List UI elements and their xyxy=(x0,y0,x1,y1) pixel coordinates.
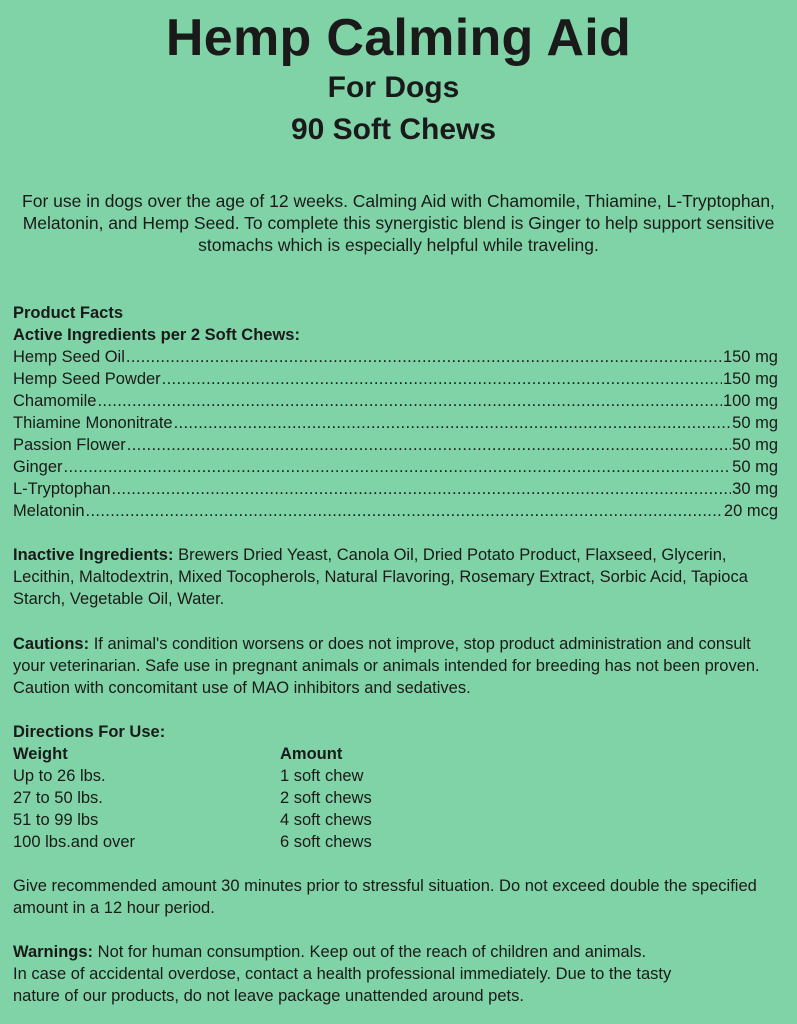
dosage-weight: 27 to 50 lbs. xyxy=(13,789,103,807)
leader-dots xyxy=(174,412,732,434)
leader-dots xyxy=(112,478,732,500)
ingredient-name: Melatonin xyxy=(13,502,85,520)
ingredient-name: L-Tryptophan xyxy=(13,480,111,498)
ingredient-row xyxy=(13,456,778,478)
inactive-ingredients-label: Inactive Ingredients: xyxy=(13,546,174,564)
ingredient-row xyxy=(13,500,778,522)
ingredient-amount: 150 mg xyxy=(722,348,778,366)
product-subtitle-species: For Dogs xyxy=(327,71,460,104)
directions-header-row xyxy=(13,743,783,765)
directions-heading: Directions For Use: xyxy=(13,723,166,741)
dosage-amount: 6 soft chews xyxy=(280,833,372,851)
ingredient-row xyxy=(13,346,778,368)
weight-column-header: Weight xyxy=(13,745,68,763)
cautions-text: If animal's condition worsens or does not improve, stop product administration and consult your veterinarian. Safe use in pregnant animals or animals intended for breeding has not been proven. Caution with concomitant use of MAO inhibitors and sedatives. xyxy=(13,635,760,697)
cautions-label: Cautions: xyxy=(13,635,90,653)
dosage-weight: Up to 26 lbs. xyxy=(13,767,106,785)
dosage-amount: 1 soft chew xyxy=(280,767,364,785)
product-facts-section xyxy=(13,302,778,522)
leader-dots xyxy=(64,456,732,478)
ingredient-row xyxy=(13,368,778,390)
ingredient-amount: 100 mg xyxy=(722,392,778,410)
ingredient-row xyxy=(13,412,778,434)
product-title: Hemp Calming Aid xyxy=(165,9,632,67)
ingredient-row xyxy=(13,478,778,500)
ingredient-row xyxy=(13,390,778,412)
leader-dots xyxy=(97,390,722,412)
warnings-text-line1: Not for human consumption. Keep out of the reach of children and animals. xyxy=(97,943,647,961)
ingredient-amount: 50 mg xyxy=(732,414,778,432)
ingredient-amount: 150 mg xyxy=(722,370,778,388)
dosage-weight: 51 to 99 lbs xyxy=(13,811,99,829)
inactive-ingredients-text: Brewers Dried Yeast, Canola Oil, Dried Potato Product, Flaxseed, Glycerin, Lecithin, Maltodextrin, Mixed Tocopherols, Natural Flavoring, Rosemary Extract, Sorbic Acid, Tapioca Starch, Vegetable Oil, Water. xyxy=(13,546,748,608)
warnings-text-line3: nature of our products, do not leave package unattended around pets. xyxy=(13,987,524,1005)
ingredient-amount: 50 mg xyxy=(732,436,778,454)
leader-dots xyxy=(126,346,722,368)
ingredient-name: Thiamine Mononitrate xyxy=(13,414,173,432)
warnings-text-line2: In case of accidental overdose, contact a health professional immediately. Due to the tasty xyxy=(13,965,672,983)
ingredient-name: Hemp Seed Oil xyxy=(13,348,125,366)
amount-column-header: Amount xyxy=(280,745,343,763)
ingredient-name: Passion Flower xyxy=(13,436,126,454)
ingredient-amount: 30 mg xyxy=(732,480,778,498)
leader-dots xyxy=(127,434,731,456)
ingredient-name: Hemp Seed Powder xyxy=(13,370,161,388)
dosage-row xyxy=(13,787,783,809)
ingredient-name: Ginger xyxy=(13,458,63,476)
active-ingredients-heading: Active Ingredients per 2 Soft Chews: xyxy=(13,326,300,344)
ingredient-amount: 20 mcg xyxy=(723,502,778,520)
leader-dots xyxy=(162,368,722,390)
dosage-timing-note: Give recommended amount 30 minutes prior to stressful situation. Do not exceed double the specified amount in a 12 hour period. xyxy=(13,877,757,917)
product-subtitle-count: 90 Soft Chews xyxy=(290,113,497,146)
inactive-ingredients-section xyxy=(13,544,783,610)
ingredient-row xyxy=(13,434,778,456)
dosage-weight: 100 lbs.and over xyxy=(13,833,136,851)
warnings-section xyxy=(13,941,783,1007)
ingredient-name: Chamomile xyxy=(13,392,97,410)
dosage-row xyxy=(13,809,783,831)
cautions-section xyxy=(13,633,783,699)
intro-paragraph: For use in dogs over the age of 12 weeks. Calming Aid with Chamomile, Thiamine, L-Tryptophan, Melatonin, and Hemp Seed. To complete this synergistic blend is Ginger to help support sensitive stomachs which is especially helpful while traveling. xyxy=(22,191,775,255)
dosage-row xyxy=(13,831,783,853)
product-facts-heading: Product Facts xyxy=(13,304,124,322)
leader-dots xyxy=(86,500,723,522)
ingredient-amount: 50 mg xyxy=(732,458,778,476)
dosage-amount: 4 soft chews xyxy=(280,811,372,829)
dosage-row xyxy=(13,765,783,787)
dosage-amount: 2 soft chews xyxy=(280,789,372,807)
directions-section xyxy=(13,721,783,853)
warnings-label: Warnings: xyxy=(13,943,94,961)
